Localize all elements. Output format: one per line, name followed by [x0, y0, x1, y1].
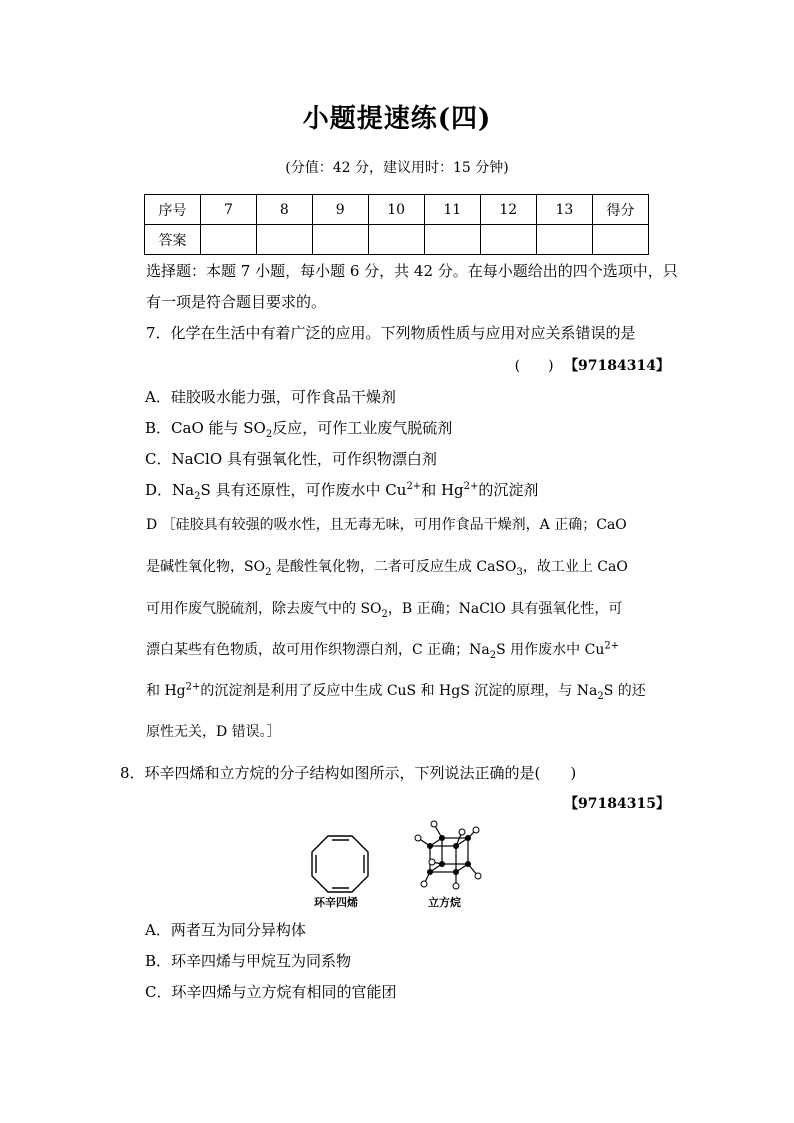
answer-cell-11[interactable]	[424, 225, 480, 255]
q8-option-c: C．环辛四烯与立方烷有相同的官能团	[145, 983, 397, 1001]
page-subtitle: (分值：42 分，建议用时：15 分钟)	[285, 160, 509, 176]
q8-option-b: B．环辛四烯与甲烷互为同系物	[145, 952, 352, 970]
q7-option-b: B．CaO 能与 $SO_2$反应，可作工业废气脱硫剂	[145, 419, 453, 440]
q7-answer-line-4: 漂白某些有色物质，故可用作织物漂白剂，C 正确；$Na_2S$ 用作废水中 $Cu^{2+}$	[146, 640, 620, 661]
q7-answer-line-5: 和 $Hg^{2+}$的沉淀剂是利用了反应中生成 CuS 和 HgS 沉淀的原理，与 $Na_2S$ 的还	[146, 681, 646, 702]
q7-option-c: C．NaClO 具有强氧化性，可作织物漂白剂	[145, 450, 437, 468]
figure-label-cyclooctatetraene: 环辛四烯	[314, 896, 358, 909]
answer-cell-8[interactable]	[256, 225, 312, 255]
answer-cell-10[interactable]	[368, 225, 424, 255]
score-table	[144, 194, 649, 255]
answer-cell-7[interactable]	[200, 225, 256, 255]
q7-stem: 7．化学在生活中有着广泛的应用。下列物质性质与应用对应关系错误的是	[146, 324, 636, 342]
molecule-figure	[306, 818, 496, 910]
table-row	[145, 195, 649, 225]
q7-option-d: D．$Na_2S$ 具有还原性，可作废水中 $Cu^{2+}$和 $Hg^{2+}$的沉淀剂	[145, 481, 539, 502]
q8-option-a: A．两者互为同分异构体	[145, 921, 306, 939]
table-cell: 序号	[145, 195, 201, 225]
score-cell[interactable]	[592, 225, 648, 255]
cubane-atoms	[415, 821, 481, 889]
table-cell: 11	[424, 195, 480, 225]
table-cell: 8	[256, 195, 312, 225]
table-cell: 得分	[592, 195, 648, 225]
figure-label-cubane: 立方烷	[428, 896, 461, 909]
answer-cell-13[interactable]	[536, 225, 592, 255]
q8-stem: 8．环辛四烯和立方烷的分子结构如图所示，下列说法正确的是( )	[120, 764, 577, 782]
table-cell: 7	[200, 195, 256, 225]
table-cell: 13	[536, 195, 592, 225]
answer-cell-9[interactable]	[312, 225, 368, 255]
table-cell: 10	[368, 195, 424, 225]
q7-paren: ( )	[514, 358, 554, 374]
page-title: 小题提速练(四)	[302, 104, 492, 134]
q7-answer-line-6: 原性无关，D 错误。］	[146, 724, 281, 740]
table-cell: 12	[480, 195, 536, 225]
q7-answer-slot	[515, 355, 670, 375]
table-cell: 9	[312, 195, 368, 225]
q7-answer-line-3: 可用作废气脱硫剂，除去废气中的 $SO_2$，B 正确；NaClO 具有强氧化性，可	[146, 601, 623, 620]
q7-option-a: A．硅胶吸水能力强，可作食品干燥剂	[145, 388, 396, 406]
cubane-structure	[418, 824, 478, 886]
q8-code: 【97184315】	[564, 796, 670, 812]
instructions-line-2: 有一项是符合题目要求的。	[146, 293, 327, 311]
q7-code: 【97184314】	[564, 358, 670, 374]
answer-cell-12[interactable]	[480, 225, 536, 255]
table-cell: 答案	[145, 225, 201, 255]
instructions-line-1: 选择题：本题 7 小题，每小题 6 分，共 42 分。在每小题给出的四个选项中，只	[146, 262, 678, 280]
table-row	[145, 225, 649, 255]
cyclooctatetraene-structure	[312, 836, 368, 892]
q7-answer-line-1: D ［硅胶具有较强的吸水性，且无毒无味，可用作食品干燥剂，A 正确；CaO	[146, 517, 627, 533]
q7-answer-line-2: 是碱性氧化物，$SO_2$ 是酸性氧化物，二者可反应生成 CaSO$_3$，故工业上 CaO	[146, 559, 628, 578]
